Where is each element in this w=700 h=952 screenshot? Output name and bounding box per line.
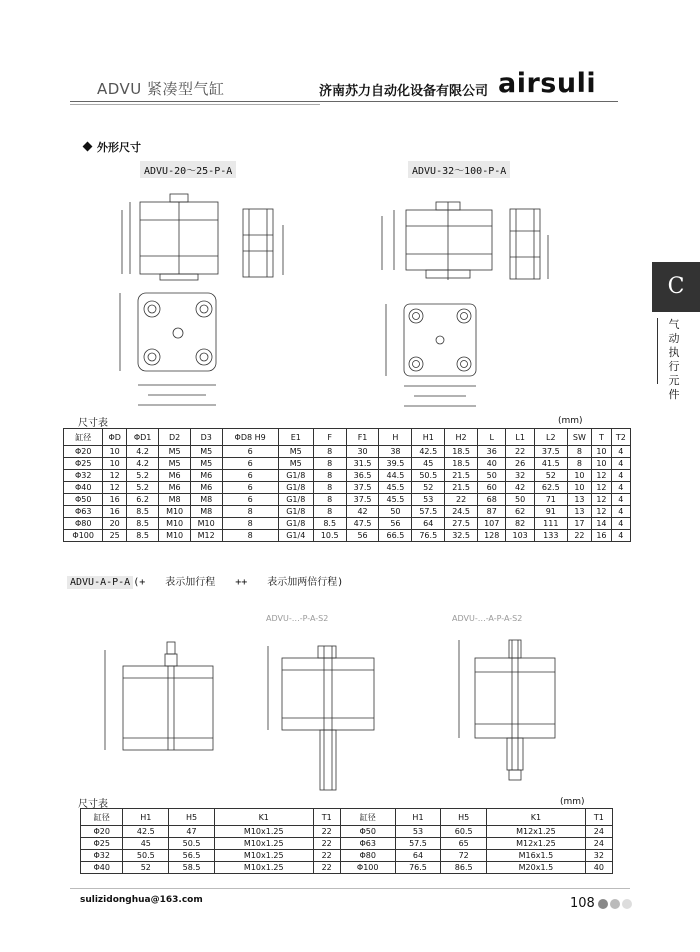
table-cell: Φ50	[340, 826, 395, 838]
table-cell: 10	[103, 458, 127, 470]
table-cell: 107	[478, 518, 506, 530]
table-cell: 133	[534, 530, 567, 542]
table-cell: Φ20	[64, 446, 103, 458]
table-cell: Φ40	[64, 482, 103, 494]
table-cell: 64	[395, 850, 441, 862]
table-cell: 8	[313, 506, 346, 518]
table-cell: 12	[592, 494, 612, 506]
table-cell: 4	[611, 518, 630, 530]
table-cell: 36	[478, 446, 506, 458]
column-header: L2	[534, 429, 567, 446]
table-cell: 47.5	[346, 518, 379, 530]
table-cell: 22	[313, 838, 340, 850]
table-cell: 38	[379, 446, 412, 458]
table-cell: 22	[313, 850, 340, 862]
table-cell: 66.5	[379, 530, 412, 542]
table-cell: 44.5	[379, 470, 412, 482]
table-cell: M5	[278, 458, 313, 470]
table-cell: Φ63	[64, 506, 103, 518]
table-cell: 45	[123, 838, 169, 850]
table-cell: M8	[190, 506, 222, 518]
column-header: H	[379, 429, 412, 446]
table-cell: 8	[222, 506, 278, 518]
table-cell: 45.5	[379, 482, 412, 494]
table-cell: 8	[567, 458, 591, 470]
table-cell: M12x1.25	[487, 838, 586, 850]
table-cell: Φ50	[64, 494, 103, 506]
table-cell: M6	[190, 470, 222, 482]
table-cell: 42.5	[123, 826, 169, 838]
column-header: L	[478, 429, 506, 446]
drawing-side-view-large	[500, 195, 560, 295]
table-cell: 22	[506, 446, 534, 458]
table-cell: 4	[611, 530, 630, 542]
model-label-right: ADVU-32～100-P-A	[408, 161, 510, 178]
column-header: T	[592, 429, 612, 446]
table-cell: 27.5	[445, 518, 478, 530]
table-cell: 42	[506, 482, 534, 494]
model-label-left: ADVU-20～25-P-A	[140, 161, 236, 178]
footer-email: sulizidonghua@163.com	[80, 895, 203, 905]
table-cell: 72	[441, 850, 487, 862]
table-cell: 50.5	[412, 470, 445, 482]
table-cell: Φ100	[340, 862, 395, 874]
table-cell: 16	[592, 530, 612, 542]
drawing-front-view-large	[370, 190, 510, 295]
table-cell: Φ80	[64, 518, 103, 530]
table-cell: 14	[592, 518, 612, 530]
table-cell: M10x1.25	[214, 838, 313, 850]
column-header: F	[313, 429, 346, 446]
table-cell: 62	[506, 506, 534, 518]
footer-divider	[70, 888, 630, 889]
table-cell: Φ40	[81, 862, 123, 874]
column-header: T1	[313, 809, 340, 826]
table-cell: M8	[190, 494, 222, 506]
table-cell: M16x1.5	[487, 850, 586, 862]
table-cell: Φ25	[81, 838, 123, 850]
table2-title: 尺寸表	[78, 799, 108, 810]
table-cell: M10	[159, 518, 191, 530]
table-cell: 12	[592, 506, 612, 518]
table-cell: G1/8	[278, 506, 313, 518]
table-cell: 12	[592, 482, 612, 494]
table-cell: 128	[478, 530, 506, 542]
table-cell: Φ32	[64, 470, 103, 482]
table-cell: 8	[313, 482, 346, 494]
table-cell: Φ80	[340, 850, 395, 862]
table1-title: 尺寸表	[78, 418, 108, 429]
table-cell: 65	[441, 838, 487, 850]
table-cell: M10	[159, 530, 191, 542]
table-cell: 42	[346, 506, 379, 518]
table-cell: Φ63	[340, 838, 395, 850]
table-cell: 4	[611, 482, 630, 494]
page-dot-icon	[622, 899, 632, 909]
table-row	[64, 494, 631, 506]
table-row	[81, 850, 613, 862]
dimension-table-1	[63, 428, 631, 542]
column-header: 缸径	[64, 429, 103, 446]
column-header: ΦD8 H9	[222, 429, 278, 446]
page-dot-icon	[598, 899, 608, 909]
table-cell: 40	[585, 862, 612, 874]
table-cell: M5	[190, 446, 222, 458]
table-cell: 111	[534, 518, 567, 530]
table-cell: Φ32	[81, 850, 123, 862]
table-row	[64, 446, 631, 458]
table-cell: 47	[169, 826, 215, 838]
table-cell: 36.5	[346, 470, 379, 482]
table-cell: 13	[567, 494, 591, 506]
table-cell: 4	[611, 458, 630, 470]
table-cell: M10	[159, 506, 191, 518]
table-cell: M5	[159, 458, 191, 470]
table-cell: G1/8	[278, 482, 313, 494]
table-row	[64, 458, 631, 470]
table-cell: 16	[103, 506, 127, 518]
table-cell: 21.5	[445, 470, 478, 482]
table-cell: 6	[222, 494, 278, 506]
table-row	[64, 470, 631, 482]
table-cell: 52	[412, 482, 445, 494]
drawing-through-rod	[260, 630, 385, 795]
table-cell: 4	[611, 506, 630, 518]
table-cell: 24	[585, 838, 612, 850]
table-cell: 64	[412, 518, 445, 530]
table-cell: Φ100	[64, 530, 103, 542]
table-cell: G1/8	[278, 470, 313, 482]
column-header: L1	[506, 429, 534, 446]
table-cell: 50	[478, 470, 506, 482]
table-row	[81, 838, 613, 850]
header-divider-thin	[70, 104, 320, 105]
table-cell: 60	[478, 482, 506, 494]
table-cell: 6	[222, 482, 278, 494]
header-product-title: ADVU 紧凑型气缸	[97, 80, 225, 98]
page-dot-icon	[610, 899, 620, 909]
table-cell: 53	[395, 826, 441, 838]
table-cell: 4	[611, 446, 630, 458]
table-cell: 103	[506, 530, 534, 542]
table-cell: M6	[159, 482, 191, 494]
table-cell: 8.5	[126, 518, 158, 530]
advu-variant-model: ADVU-A-P-A	[67, 576, 133, 589]
table-cell: 53	[412, 494, 445, 506]
table-cell: 71	[534, 494, 567, 506]
table-cell: M6	[190, 482, 222, 494]
table-cell: 45.5	[379, 494, 412, 506]
table-cell: Φ20	[81, 826, 123, 838]
table-row	[81, 826, 613, 838]
table-cell: 5.2	[126, 470, 158, 482]
table-cell: 22	[313, 826, 340, 838]
table-cell: 22	[567, 530, 591, 542]
table-cell: 18.5	[445, 446, 478, 458]
table-cell: 32.5	[445, 530, 478, 542]
drawing-single-rod	[95, 622, 230, 762]
drawing-side-view-small	[235, 195, 295, 290]
column-header: F1	[346, 429, 379, 446]
table-cell: 22	[313, 862, 340, 874]
column-header: 缸径	[340, 809, 395, 826]
table-cell: 16	[103, 494, 127, 506]
drawing-right-model-label: ADVU-…-A-P-A-S2	[452, 614, 523, 623]
column-header: H1	[123, 809, 169, 826]
table-cell: 12	[103, 482, 127, 494]
table-cell: 8	[313, 470, 346, 482]
table-cell: 45	[412, 458, 445, 470]
table-cell: 86.5	[441, 862, 487, 874]
table-cell: 24.5	[445, 506, 478, 518]
table-cell: 82	[506, 518, 534, 530]
table-cell: 91	[534, 506, 567, 518]
table-cell: 37.5	[346, 494, 379, 506]
table-row	[64, 530, 631, 542]
table-cell: 12	[103, 470, 127, 482]
advu-variant-note: (+ 表示加行程 ++ 表示加两倍行程)	[133, 577, 344, 588]
table-cell: M5	[159, 446, 191, 458]
section-heading	[84, 139, 141, 155]
table-cell: 10	[567, 482, 591, 494]
column-header: ΦD1	[126, 429, 158, 446]
table-cell: 8.5	[126, 530, 158, 542]
section-heading-text: 外形尺寸	[97, 141, 141, 154]
table-row	[81, 862, 613, 874]
table-cell: 20	[103, 518, 127, 530]
table-cell: 24	[585, 826, 612, 838]
table-cell: 62.5	[534, 482, 567, 494]
table-cell: G1/8	[278, 494, 313, 506]
table-cell: G1/8	[278, 518, 313, 530]
table-cell: 57.5	[412, 506, 445, 518]
table-cell: 13	[567, 506, 591, 518]
table-row	[64, 506, 631, 518]
table-cell: 39.5	[379, 458, 412, 470]
dimension-table-2	[80, 808, 613, 874]
table-cell: 50	[506, 494, 534, 506]
table-cell: M5	[190, 458, 222, 470]
table-cell: 10	[592, 446, 612, 458]
table-cell: 8	[222, 518, 278, 530]
column-header: H5	[441, 809, 487, 826]
table-cell: 42.5	[412, 446, 445, 458]
table-row	[64, 518, 631, 530]
table-cell: 37.5	[534, 446, 567, 458]
table2-unit: (mm)	[560, 797, 585, 807]
table-cell: 22	[445, 494, 478, 506]
column-header: SW	[567, 429, 591, 446]
table2-header-row	[81, 809, 613, 826]
column-header: H1	[395, 809, 441, 826]
column-header: H1	[412, 429, 445, 446]
table-cell: 6	[222, 446, 278, 458]
table-cell: M12	[190, 530, 222, 542]
table-cell: 10	[103, 446, 127, 458]
table-cell: 58.5	[169, 862, 215, 874]
table-cell: 8	[222, 530, 278, 542]
table-cell: 8.5	[313, 518, 346, 530]
side-chapter-tab: C	[652, 262, 700, 312]
table-cell: 57.5	[395, 838, 441, 850]
side-tab-rule	[657, 318, 658, 384]
table-cell: M10x1.25	[214, 862, 313, 874]
column-header: K1	[487, 809, 586, 826]
table-cell: M6	[159, 470, 191, 482]
table-cell: 30	[346, 446, 379, 458]
header-company-name: 济南苏力自动化设备有限公司	[319, 84, 489, 99]
drawing-double-rod	[445, 620, 575, 785]
table-cell: 4	[611, 494, 630, 506]
table-cell: 6.2	[126, 494, 158, 506]
table-cell: 60.5	[441, 826, 487, 838]
table-cell: M10	[190, 518, 222, 530]
header-divider	[70, 101, 618, 102]
table-cell: 8	[313, 494, 346, 506]
table-cell: 4.2	[126, 446, 158, 458]
table-cell: 17	[567, 518, 591, 530]
table-cell: 52	[123, 862, 169, 874]
table-cell: 31.5	[346, 458, 379, 470]
header-brand-logo: airsuli	[498, 68, 597, 99]
table-cell: 25	[103, 530, 127, 542]
column-header: D3	[190, 429, 222, 446]
table-cell: 56.5	[169, 850, 215, 862]
table-cell: M20x1.5	[487, 862, 586, 874]
side-chapter-label: 气动执行元件	[668, 318, 680, 401]
table-cell: 87	[478, 506, 506, 518]
table-cell: 18.5	[445, 458, 478, 470]
table-cell: 4.2	[126, 458, 158, 470]
table-cell: M5	[278, 446, 313, 458]
table-cell: 40	[478, 458, 506, 470]
table-cell: 26	[506, 458, 534, 470]
drawing-end-view-large	[370, 290, 500, 415]
table-cell: 5.2	[126, 482, 158, 494]
table-cell: M10x1.25	[214, 850, 313, 862]
table-cell: 10	[592, 458, 612, 470]
table-cell: 8.5	[126, 506, 158, 518]
column-header: 缸径	[81, 809, 123, 826]
table-cell: 52	[534, 470, 567, 482]
table-cell: M12x1.25	[487, 826, 586, 838]
table-cell: 76.5	[395, 862, 441, 874]
column-header: T2	[611, 429, 630, 446]
table-cell: Φ25	[64, 458, 103, 470]
table-cell: 10	[567, 470, 591, 482]
table-cell: 41.5	[534, 458, 567, 470]
table-cell: 50.5	[169, 838, 215, 850]
table-cell: 6	[222, 458, 278, 470]
table-cell: 21.5	[445, 482, 478, 494]
table-cell: 68	[478, 494, 506, 506]
table-cell: 56	[346, 530, 379, 542]
table-cell: 4	[611, 470, 630, 482]
column-header: E1	[278, 429, 313, 446]
column-header: T1	[585, 809, 612, 826]
column-header: H5	[169, 809, 215, 826]
table-cell: 8	[313, 458, 346, 470]
table-cell: 12	[592, 470, 612, 482]
table-cell: 50.5	[123, 850, 169, 862]
diamond-bullet-icon	[83, 142, 93, 152]
footer-page-number: 108	[570, 896, 595, 911]
table-cell: G1/4	[278, 530, 313, 542]
table-cell: 8	[313, 446, 346, 458]
table-cell: 6	[222, 470, 278, 482]
table-cell: 32	[506, 470, 534, 482]
table-cell: M8	[159, 494, 191, 506]
table-cell: M10x1.25	[214, 826, 313, 838]
table-cell: 56	[379, 518, 412, 530]
drawing-end-view-small	[100, 285, 240, 415]
drawing-center-model-label: ADVU-…-P-A-S2	[266, 614, 329, 623]
table-cell: 50	[379, 506, 412, 518]
column-header: H2	[445, 429, 478, 446]
table-row	[64, 482, 631, 494]
table-cell: 32	[585, 850, 612, 862]
table-cell: 8	[567, 446, 591, 458]
column-header: K1	[214, 809, 313, 826]
table1-header-row	[64, 429, 631, 446]
table1-unit: (mm)	[558, 416, 583, 426]
table-cell: 10.5	[313, 530, 346, 542]
advu-variant-line	[67, 573, 343, 588]
column-header: ΦD	[103, 429, 127, 446]
column-header: D2	[159, 429, 191, 446]
table-cell: 76.5	[412, 530, 445, 542]
table-cell: 37.5	[346, 482, 379, 494]
